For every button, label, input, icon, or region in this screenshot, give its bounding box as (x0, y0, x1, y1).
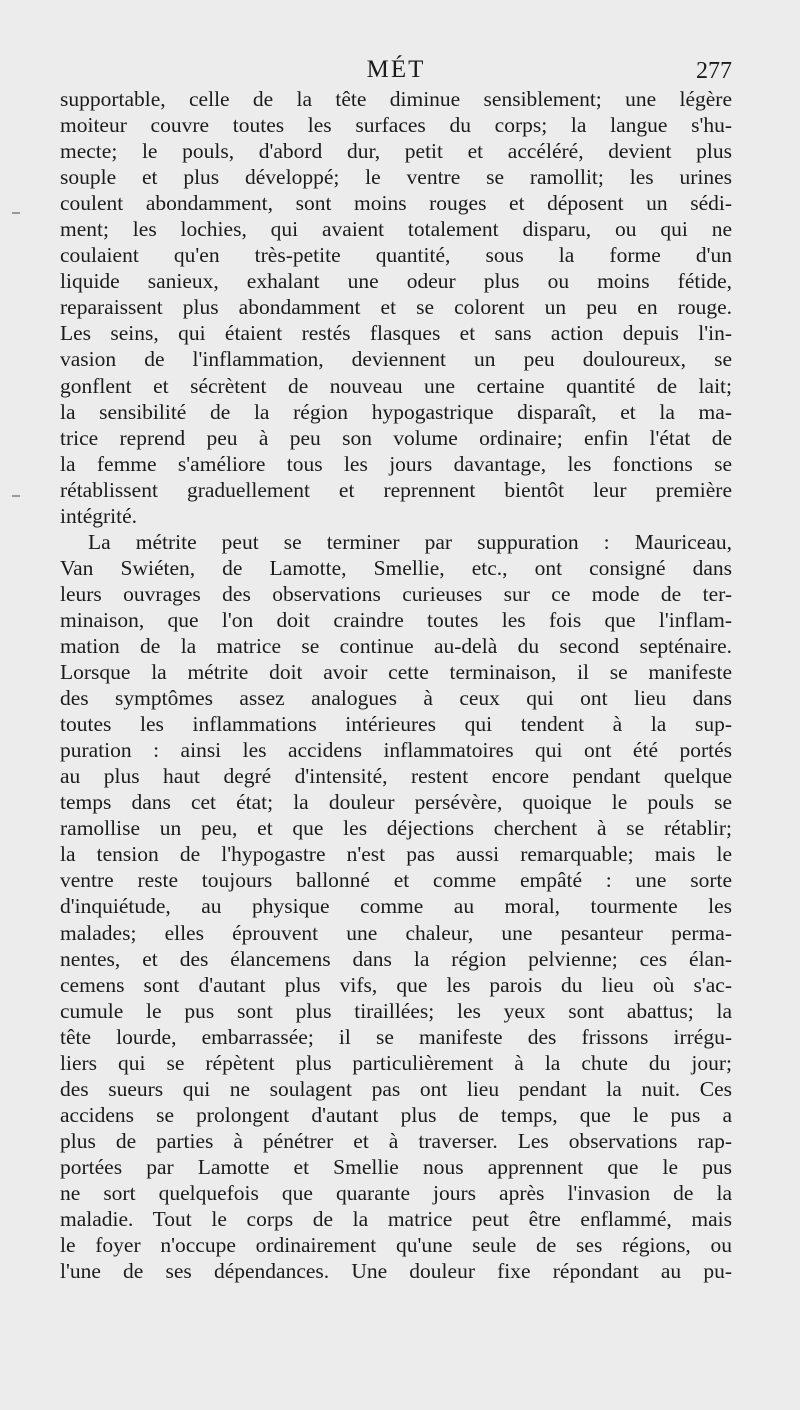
text-line: nentes, et des élancemens dans la région pelvienne; ces élan- (60, 946, 732, 971)
running-head: MÉT (366, 56, 426, 83)
page-number: 277 (696, 58, 732, 84)
text-line: coulent abondamment, sont moins rouges et déposent un sédi- (60, 191, 732, 216)
text-line: Lorsque la métrite doit avoir cette terminaison, il se manifeste (60, 660, 732, 685)
text-line: mecte; le pouls, d'abord dur, petit et accéléré, devient plus (60, 139, 732, 164)
margin-mark (12, 212, 20, 214)
text-line: Van Swiéten, de Lamotte, Smellie, etc., ont consigné dans (60, 555, 732, 580)
body-text (60, 86, 732, 1284)
text-line: cemens sont d'autant plus vifs, que les parois du lieu où s'ac- (60, 972, 732, 997)
text-line: temps dans cet état; la douleur persévère, quoique le pouls se (60, 790, 732, 815)
text-line: vasion de l'inflammation, deviennent un peu douloureux, se (60, 347, 732, 372)
text-line: portées par Lamotte et Smellie nous apprennent que le pus (60, 1154, 732, 1179)
text-line: supportable, celle de la tête diminue sensiblement; une légère (60, 87, 732, 111)
text-line: au plus haut degré d'intensité, restent encore pendant quelque (60, 764, 732, 789)
text-line: la tension de l'hypogastre n'est pas aussi remarquable; mais le (60, 842, 732, 867)
text-line: ventre reste toujours ballonné et comme empâté : une sorte (60, 868, 732, 893)
text-line: des sueurs qui ne soulagent pas ont lieu pendant la nuit. Ces (60, 1076, 732, 1101)
text-line: souple et plus développé; le ventre se ramollit; les urines (60, 165, 732, 190)
paragraph-start-line: La métrite peut se terminer par suppuration : Mauriceau, (88, 529, 732, 554)
text-line: toutes les inflammations intérieures qui tendent à la sup- (60, 712, 732, 737)
text-line: cumule le pus sont plus tiraillées; les yeux sont abattus; la (60, 998, 732, 1023)
text-line: intégrité. (60, 503, 138, 528)
text-line: la sensibilité de la région hypogastrique disparaît, et la ma- (60, 399, 732, 424)
text-line: tête lourde, embarrassée; il se manifeste des frissons irrégu- (60, 1024, 732, 1049)
text-line: des symptômes assez analogues à ceux qui ont lieu dans (60, 686, 732, 711)
text-line: la femme s'améliore tous les jours davantage, les fonctions se (60, 451, 732, 476)
text-line: coulaient qu'en très-petite quantité, sous la forme d'un (60, 243, 732, 268)
text-line: l'une de ses dépendances. Une douleur fixe répondant au pu- (60, 1259, 732, 1284)
text-line: mation de la matrice se continue au-delà du second septénaire. (60, 633, 732, 658)
text-line: Les seins, qui étaient restés flasques et sans action depuis l'in- (60, 321, 732, 346)
text-line: ment; les lochies, qui avaient totalement disparu, ou qui ne (60, 217, 732, 242)
text-line: liers qui se répètent plus particulièrement à la chute du jour; (60, 1050, 732, 1075)
text-line: maladie. Tout le corps de la matrice peut être enflammé, mais (60, 1207, 732, 1232)
text-line: malades; elles éprouvent une chaleur, une pesanteur perma- (60, 920, 732, 945)
margin-mark (12, 495, 20, 497)
text-line: gonflent et sécrètent de nouveau une certaine quantité de lait; (60, 373, 732, 398)
text-line: liquide sanieux, exhalant une odeur plus ou moins fétide, (60, 269, 732, 294)
text-line: reparaissent plus abondamment et se colorent un peu en rouge. (60, 295, 732, 320)
text-line: leurs ouvrages des observations curieuses sur ce mode de ter- (60, 581, 732, 606)
text-line: puration : ainsi les accidens inflammatoires qui ont été portés (60, 738, 732, 763)
text-line: ramollise un peu, et que les déjections cherchent à se rétablir; (60, 816, 732, 841)
text-line: minaison, que l'on doit craindre toutes les fois que l'inflam- (60, 607, 732, 632)
text-line: trice reprend peu à peu son volume ordinaire; enfin l'état de (60, 425, 732, 450)
text-line: moiteur couvre toutes les surfaces du corps; la langue s'hu- (60, 113, 732, 138)
text-line: ne sort quelquefois que quarante jours après l'invasion de la (60, 1180, 732, 1205)
text-line: accidens se prolongent d'autant plus de temps, que le pus a (60, 1102, 732, 1127)
text-line: d'inquiétude, au physique comme au moral, tourmente les (60, 894, 732, 919)
text-line: le foyer n'occupe ordinairement qu'une seule de ses régions, ou (60, 1233, 732, 1258)
text-line: plus de parties à pénétrer et à traverser. Les observations rap- (60, 1128, 732, 1153)
text-line: rétablissent graduellement et reprennent bientôt leur première (60, 477, 732, 502)
